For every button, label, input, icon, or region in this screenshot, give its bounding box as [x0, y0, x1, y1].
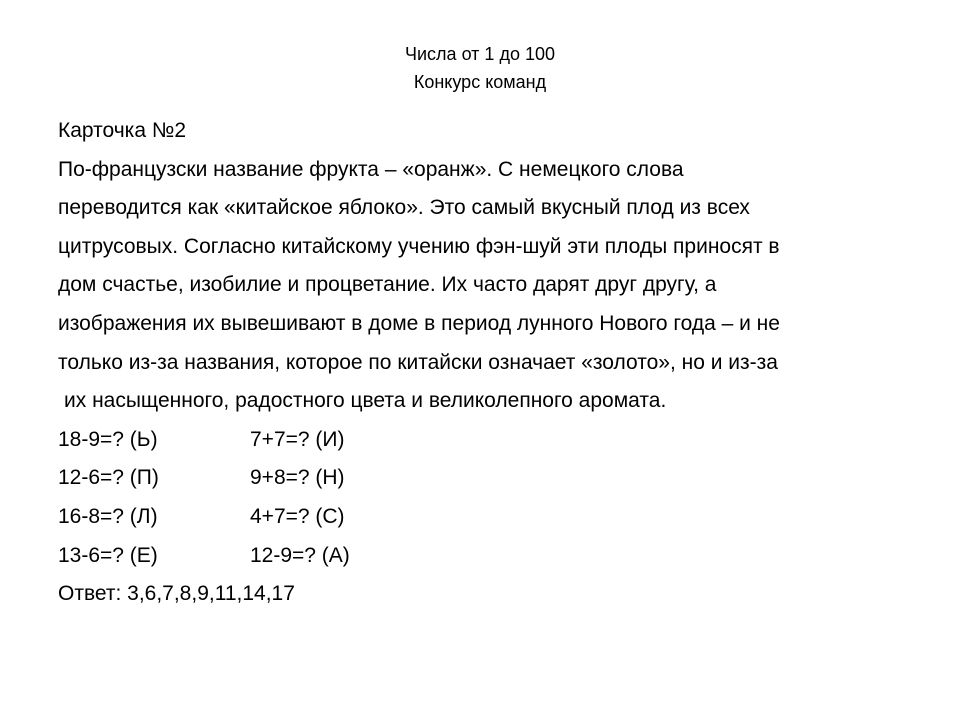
paragraph-line: По-французски название фрукта – «оранж». С немецкого слова	[58, 157, 684, 181]
paragraph-line: переводится как «китайское яблоко». Это самый вкусный плод из всех	[58, 196, 750, 220]
task-left: 18-9=? (Ь)	[58, 427, 158, 451]
card-content	[58, 112, 928, 614]
paragraph-line: цитрусовых. Согласно китайскому учению фэн-шуй эти плоды приносят в	[58, 234, 780, 258]
task-row	[58, 537, 928, 576]
paragraph-line: их насыщенного, радостного цвета и великолепного аромата.	[64, 389, 667, 413]
task-row	[58, 421, 928, 460]
slide-header	[0, 40, 960, 96]
task-left: 16-8=? (Л)	[58, 504, 158, 528]
task-left: 12-6=? (П)	[58, 466, 159, 490]
task-right: 4+7=? (С)	[250, 504, 345, 528]
paragraph-line: дом счастье, изобилие и процветание. Их часто дарят друг другу, а	[58, 273, 717, 297]
answer-line: Ответ: 3,6,7,8,9,11,14,17	[58, 582, 295, 606]
card-title: Карточка №2	[58, 119, 187, 142]
task-right: 7+7=? (И)	[250, 427, 345, 451]
page-subtitle: Конкурс команд	[413, 72, 547, 92]
task-row	[58, 498, 928, 537]
task-row	[58, 459, 928, 498]
task-left: 13-6=? (Е)	[58, 543, 158, 567]
page-title: Числа от 1 до 100	[405, 44, 555, 64]
task-right: 9+8=? (Н)	[250, 466, 345, 490]
paragraph-line: только из-за названия, которое по китайски означает «золото», но и из-за	[58, 350, 778, 374]
task-right: 12-9=? (А)	[250, 543, 350, 567]
paragraph-line: изображения их вывешивают в доме в период лунного Нового года – и не	[58, 311, 780, 335]
